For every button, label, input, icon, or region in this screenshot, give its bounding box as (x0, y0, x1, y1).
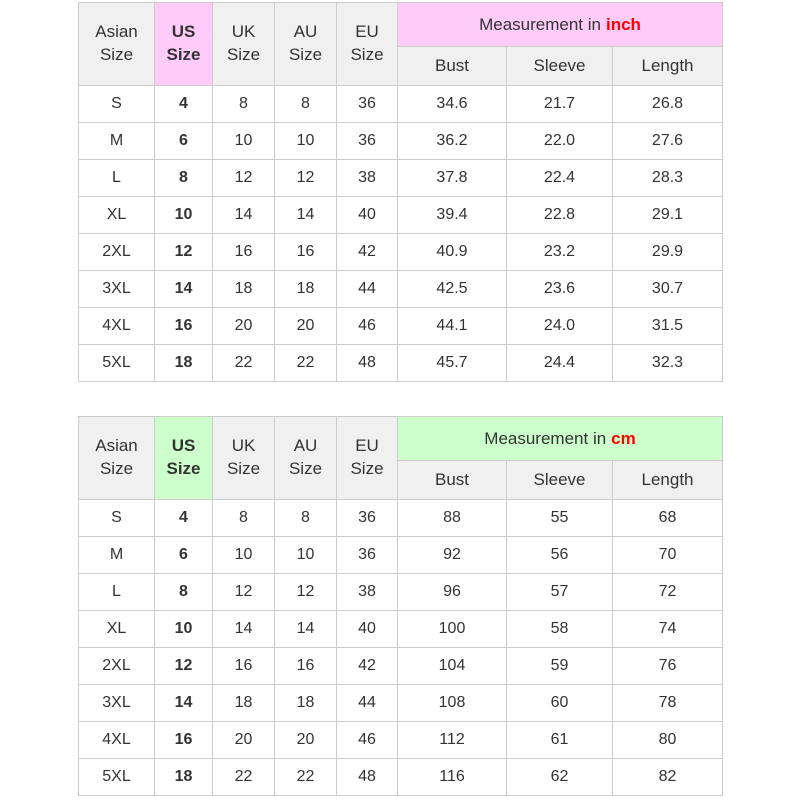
size-cell: 12 (155, 648, 213, 685)
size-cell: 29.1 (613, 197, 723, 234)
size-cell: 10 (275, 123, 337, 160)
size-cell: 14 (275, 197, 337, 234)
size-cell: 39.4 (398, 197, 507, 234)
column-header-us-size: US Size (155, 3, 213, 86)
size-cell: 5XL (79, 759, 155, 796)
size-cell: 60 (507, 685, 613, 722)
size-cell: 30.7 (613, 271, 723, 308)
table-row (79, 234, 723, 271)
column-header-au-size: AU Size (275, 3, 337, 86)
size-cell: 36 (337, 537, 398, 574)
size-cell: 22 (213, 345, 275, 382)
size-cell: 44 (337, 271, 398, 308)
table-row (79, 759, 723, 796)
size-cell: 3XL (79, 271, 155, 308)
size-cell: 26.8 (613, 86, 723, 123)
size-cell: 38 (337, 160, 398, 197)
size-cell: 8 (275, 500, 337, 537)
size-cell: 24.4 (507, 345, 613, 382)
size-cell: 12 (213, 574, 275, 611)
table-row (79, 308, 723, 345)
size-cell: 6 (155, 123, 213, 160)
size-cell: 16 (275, 648, 337, 685)
table-row (79, 648, 723, 685)
size-cell: 46 (337, 308, 398, 345)
size-cell: 104 (398, 648, 507, 685)
size-cell: 4XL (79, 722, 155, 759)
size-cell: 116 (398, 759, 507, 796)
column-header-asian-size: Asian Size (79, 417, 155, 500)
size-cell: 82 (613, 759, 723, 796)
size-cell: 96 (398, 574, 507, 611)
size-cell: L (79, 574, 155, 611)
size-cell: 14 (275, 611, 337, 648)
size-cell: 31.5 (613, 308, 723, 345)
table-row (79, 123, 723, 160)
size-cell: 20 (275, 722, 337, 759)
size-cell: 100 (398, 611, 507, 648)
size-cell: 36.2 (398, 123, 507, 160)
column-header-asian-size: Asian Size (79, 3, 155, 86)
size-cell: XL (79, 197, 155, 234)
size-cell: 58 (507, 611, 613, 648)
size-cell: 4 (155, 86, 213, 123)
size-cell: S (79, 500, 155, 537)
size-cell: 27.6 (613, 123, 723, 160)
size-cell: 80 (613, 722, 723, 759)
size-cell: 4XL (79, 308, 155, 345)
size-cell: 8 (155, 160, 213, 197)
size-cell: 23.6 (507, 271, 613, 308)
size-cell: 14 (213, 611, 275, 648)
table-row (79, 685, 723, 722)
size-cell: 22 (213, 759, 275, 796)
unit-label: inch (605, 14, 641, 34)
size-cell: 22.4 (507, 160, 613, 197)
size-cell: 2XL (79, 234, 155, 271)
size-cell: 70 (613, 537, 723, 574)
size-cell: S (79, 86, 155, 123)
size-cell: 18 (213, 271, 275, 308)
column-header-sleeve: Sleeve (507, 461, 613, 500)
column-header-sleeve: Sleeve (507, 47, 613, 86)
size-table-inch (78, 2, 723, 382)
size-cell: 10 (213, 537, 275, 574)
size-cell: XL (79, 611, 155, 648)
size-cell: 40 (337, 611, 398, 648)
size-cell: 2XL (79, 648, 155, 685)
size-cell: 108 (398, 685, 507, 722)
size-cell: 6 (155, 537, 213, 574)
column-header-bust: Bust (398, 461, 507, 500)
column-header-uk-size: UK Size (213, 417, 275, 500)
size-cell: 12 (275, 574, 337, 611)
size-cell: 37.8 (398, 160, 507, 197)
size-cell: 16 (155, 308, 213, 345)
size-cell: 36 (337, 86, 398, 123)
size-cell: 42 (337, 234, 398, 271)
size-table-body-inch (79, 86, 723, 382)
column-header-length: Length (613, 47, 723, 86)
size-cell: L (79, 160, 155, 197)
measurement-prefix-label: Measurement in (484, 428, 607, 448)
table-row (79, 537, 723, 574)
size-cell: 18 (155, 345, 213, 382)
size-cell: 22 (275, 345, 337, 382)
size-cell: 3XL (79, 685, 155, 722)
size-cell: 12 (155, 234, 213, 271)
size-cell: 10 (155, 611, 213, 648)
size-cell: 42.5 (398, 271, 507, 308)
size-cell: 44.1 (398, 308, 507, 345)
size-cell: 46 (337, 722, 398, 759)
size-cell: 16 (213, 648, 275, 685)
table-row (79, 345, 723, 382)
size-cell: M (79, 123, 155, 160)
size-cell: 24.0 (507, 308, 613, 345)
size-cell: 45.7 (398, 345, 507, 382)
header-row-top (79, 3, 723, 47)
size-cell: 29.9 (613, 234, 723, 271)
size-cell: 14 (155, 271, 213, 308)
size-cell: 8 (213, 500, 275, 537)
size-cell: 10 (155, 197, 213, 234)
size-cell: 20 (275, 308, 337, 345)
size-cell: 48 (337, 759, 398, 796)
table-row (79, 86, 723, 123)
size-cell: 4 (155, 500, 213, 537)
size-cell: 74 (613, 611, 723, 648)
size-table-cm (78, 416, 723, 796)
size-cell: 92 (398, 537, 507, 574)
size-cell: 20 (213, 308, 275, 345)
size-cell: 34.6 (398, 86, 507, 123)
size-cell: 18 (213, 685, 275, 722)
size-cell: 5XL (79, 345, 155, 382)
size-cell: 14 (155, 685, 213, 722)
column-header-bust: Bust (398, 47, 507, 86)
size-cell: 28.3 (613, 160, 723, 197)
size-cell: 14 (213, 197, 275, 234)
measurement-header (398, 417, 723, 461)
table-row (79, 722, 723, 759)
size-cell: 18 (275, 271, 337, 308)
column-header-eu-size: EU Size (337, 3, 398, 86)
size-cell: 44 (337, 685, 398, 722)
size-cell: 21.7 (507, 86, 613, 123)
unit-label: cm (611, 428, 636, 448)
table-row (79, 611, 723, 648)
size-cell: 55 (507, 500, 613, 537)
size-cell: 12 (275, 160, 337, 197)
size-cell: 8 (275, 86, 337, 123)
size-cell: 78 (613, 685, 723, 722)
size-cell: 18 (275, 685, 337, 722)
size-cell: 76 (613, 648, 723, 685)
size-cell: 32.3 (613, 345, 723, 382)
size-cell: 22.8 (507, 197, 613, 234)
size-cell: 48 (337, 345, 398, 382)
size-cell: 57 (507, 574, 613, 611)
table-row (79, 500, 723, 537)
size-cell: 22.0 (507, 123, 613, 160)
size-cell: 12 (213, 160, 275, 197)
column-header-length: Length (613, 461, 723, 500)
size-cell: 16 (275, 234, 337, 271)
size-table-body-cm (79, 500, 723, 796)
size-cell: 62 (507, 759, 613, 796)
header-row-top (79, 417, 723, 461)
table-row (79, 574, 723, 611)
column-header-au-size: AU Size (275, 417, 337, 500)
size-cell: 8 (155, 574, 213, 611)
size-cell: 38 (337, 574, 398, 611)
size-cell: 36 (337, 123, 398, 160)
size-cell: 10 (213, 123, 275, 160)
column-header-eu-size: EU Size (337, 417, 398, 500)
size-cell: 16 (155, 722, 213, 759)
column-header-us-size: US Size (155, 417, 213, 500)
size-cell: 10 (275, 537, 337, 574)
size-cell: 23.2 (507, 234, 613, 271)
column-header-uk-size: UK Size (213, 3, 275, 86)
size-cell: 42 (337, 648, 398, 685)
size-cell: 40 (337, 197, 398, 234)
measurement-prefix-label: Measurement in (479, 14, 601, 34)
size-cell: 22 (275, 759, 337, 796)
size-cell: 36 (337, 500, 398, 537)
size-cell: M (79, 537, 155, 574)
size-cell: 8 (213, 86, 275, 123)
table-row (79, 160, 723, 197)
table-row (79, 271, 723, 308)
size-cell: 56 (507, 537, 613, 574)
size-cell: 72 (613, 574, 723, 611)
size-cell: 40.9 (398, 234, 507, 271)
measurement-header (398, 3, 723, 47)
size-cell: 20 (213, 722, 275, 759)
size-cell: 88 (398, 500, 507, 537)
size-cell: 18 (155, 759, 213, 796)
size-cell: 16 (213, 234, 275, 271)
size-cell: 112 (398, 722, 507, 759)
table-row (79, 197, 723, 234)
size-cell: 59 (507, 648, 613, 685)
size-cell: 68 (613, 500, 723, 537)
size-cell: 61 (507, 722, 613, 759)
